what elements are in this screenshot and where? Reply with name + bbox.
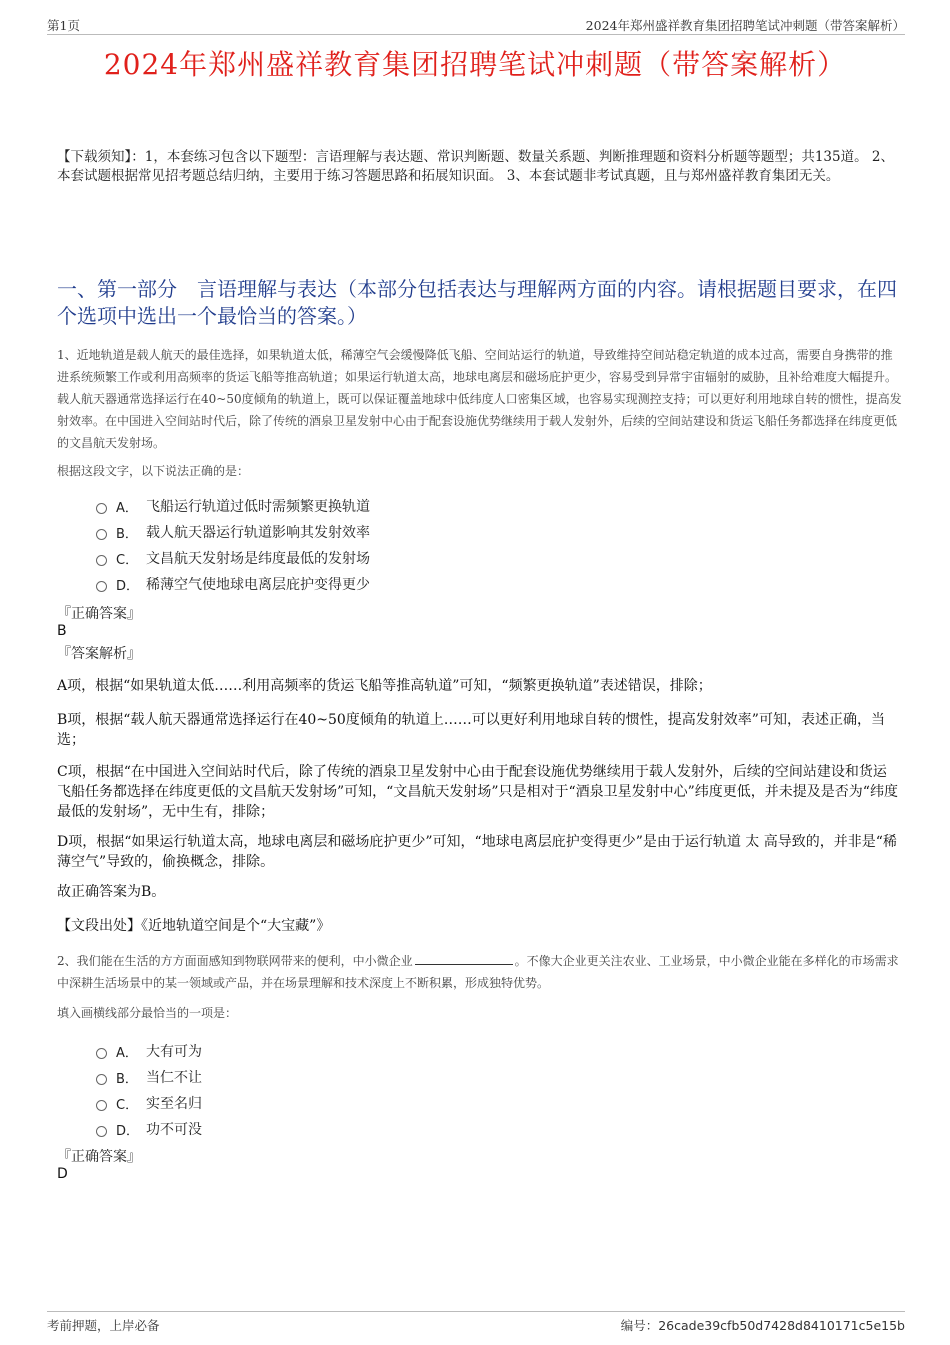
analysis-label: 『答案解析』: [57, 646, 141, 662]
question-1-prompt: 根据这段文字，以下说法正确的是：: [57, 464, 250, 478]
option-b[interactable]: B． 载人航天器运行轨道影响其发射效率: [96, 519, 370, 545]
option-c[interactable]: C． 文昌航天发射场是纬度最低的发射场: [96, 545, 370, 571]
footer-slogan: 考前押题，上岸必备: [47, 1318, 160, 1333]
option-a[interactable]: A． 飞船运行轨道过低时需频繁更换轨道: [96, 493, 370, 519]
footer-code: 编号：26cade39cfb50d7428d8410171c5e15b: [620, 1318, 905, 1333]
fill-blank: [415, 952, 513, 965]
option-b[interactable]: B． 当仁不让: [96, 1064, 202, 1090]
text-source: 【文段出处】《近地轨道空间是个“大宝藏”》: [57, 918, 331, 934]
radio-icon[interactable]: [96, 529, 107, 540]
option-c[interactable]: C． 实至名归: [96, 1090, 202, 1116]
radio-icon[interactable]: [96, 581, 107, 592]
analysis-a: A项，根据“如果轨道太低……利用高频率的货运飞船等推高轨道”可知，“频繁更换轨道”表述错误，排除；: [57, 678, 712, 694]
analysis-b: B项，根据“载人航天器通常选择运行在40~50度倾角的轨道上……可以更好利用地球自转的惯性，提高发射效率”可知，表述正确，当选；: [57, 712, 885, 748]
page-title: 2024年郑州盛祥教育集团招聘笔试冲刺题（带答案解析）: [103, 48, 847, 81]
option-d[interactable]: D． 稀薄空气使地球电离层庇护变得更少: [96, 571, 370, 597]
radio-icon[interactable]: [96, 1048, 107, 1059]
answer-value: D: [57, 1166, 68, 1182]
question-2-options: [96, 1038, 202, 1142]
question-2-text: 2、我们能在生活的方方面面感知到物联网带来的便利，中小微企业 。不像大企业更关注农业、工业场景，中小微企业能在多样化的市场需求中深耕生活场景中的某一领域或产品，并在场景理解和技术深度上不断积累，形成独特优势。: [57, 954, 899, 990]
page-number: 第1页: [47, 18, 80, 33]
question-1-options: [96, 493, 370, 597]
header-doc-title: 2024年郑州盛祥教育集团招聘笔试冲刺题（带答案解析）: [585, 18, 905, 33]
analysis-d: D项，根据“如果运行轨道太高，地球电离层和磁场庇护更少”可知，“地球电离层庇护变得更少”是由于运行轨道 太 高导致的，并非是“稀薄空气”导致的，偷换概念，排除。: [57, 834, 897, 870]
question-2-prompt: 填入画横线部分最恰当的一项是：: [57, 1006, 238, 1020]
answer-label: 『正确答案』: [57, 606, 141, 622]
page-header: [47, 14, 905, 35]
download-notice: 【下载须知】：1，本套练习包含以下题型：言语理解与表达题、常识判断题、数量关系题、判断推理题和资料分析题等题型；共135道。 2、本套试题根据常见招考题总结归纳，主要用于练习答题思路和拓展知识面。 3、本套试题非考试真题，且与郑州盛祥教育集团无关。: [57, 149, 894, 184]
radio-icon[interactable]: [96, 1100, 107, 1111]
radio-icon[interactable]: [96, 1126, 107, 1137]
answer-value: B: [57, 623, 67, 639]
section-title: 一、第一部分 言语理解与表达（本部分包括表达与理解两方面的内容。请根据题目要求，在四个选项中选出一个最恰当的答案。）: [57, 277, 897, 328]
option-a[interactable]: A． 大有可为: [96, 1038, 202, 1064]
analysis-c: C项，根据“在中国进入空间站时代后，除了传统的酒泉卫星发射中心由于配套设施优势继续用于载人发射外，后续的空间站建设和货运飞船任务都选择在纬度更低的文昌航天发射场”可知，“文昌航天发射场”只是相对于“酒泉卫星发射中心”纬度更低，并未提及是否为“纬度最低的发射场”，无中生有，排除；: [57, 764, 898, 820]
radio-icon[interactable]: [96, 503, 107, 514]
conclusion: 故正确答案为B。: [57, 884, 166, 900]
question-1-text: 1、近地轨道是载人航天的最佳选择，如果轨道太低，稀薄空气会缓慢降低飞船、空间站运行的轨道，导致维持空间站稳定轨道的成本过高，需要自身携带的推进系统频繁工作或利用高频率的货运飞船等推高轨道；如果运行轨道太高，地球电离层和磁场庇护更少，容易受到异常宇宙辐射的威胁，且补给难度大幅提升。载人航天器通常选择运行在40~50度倾角的轨道上，既可以保证覆盖地球中低纬度人口密集区域，也容易实现测控支持；可以更好利用地球自转的惯性，提高发射效率。在中国进入空间站时代后，除了传统的酒泉卫星发射中心由于配套设施优势继续用于载人发射外，后续的空间站建设和货运飞船任务都选择在纬度更低的文昌航天发射场。: [57, 348, 902, 450]
radio-icon[interactable]: [96, 555, 107, 566]
radio-icon[interactable]: [96, 1074, 107, 1085]
page-footer: [47, 1311, 905, 1332]
answer-label: 『正确答案』: [57, 1149, 141, 1165]
option-d[interactable]: D． 功不可没: [96, 1116, 202, 1142]
